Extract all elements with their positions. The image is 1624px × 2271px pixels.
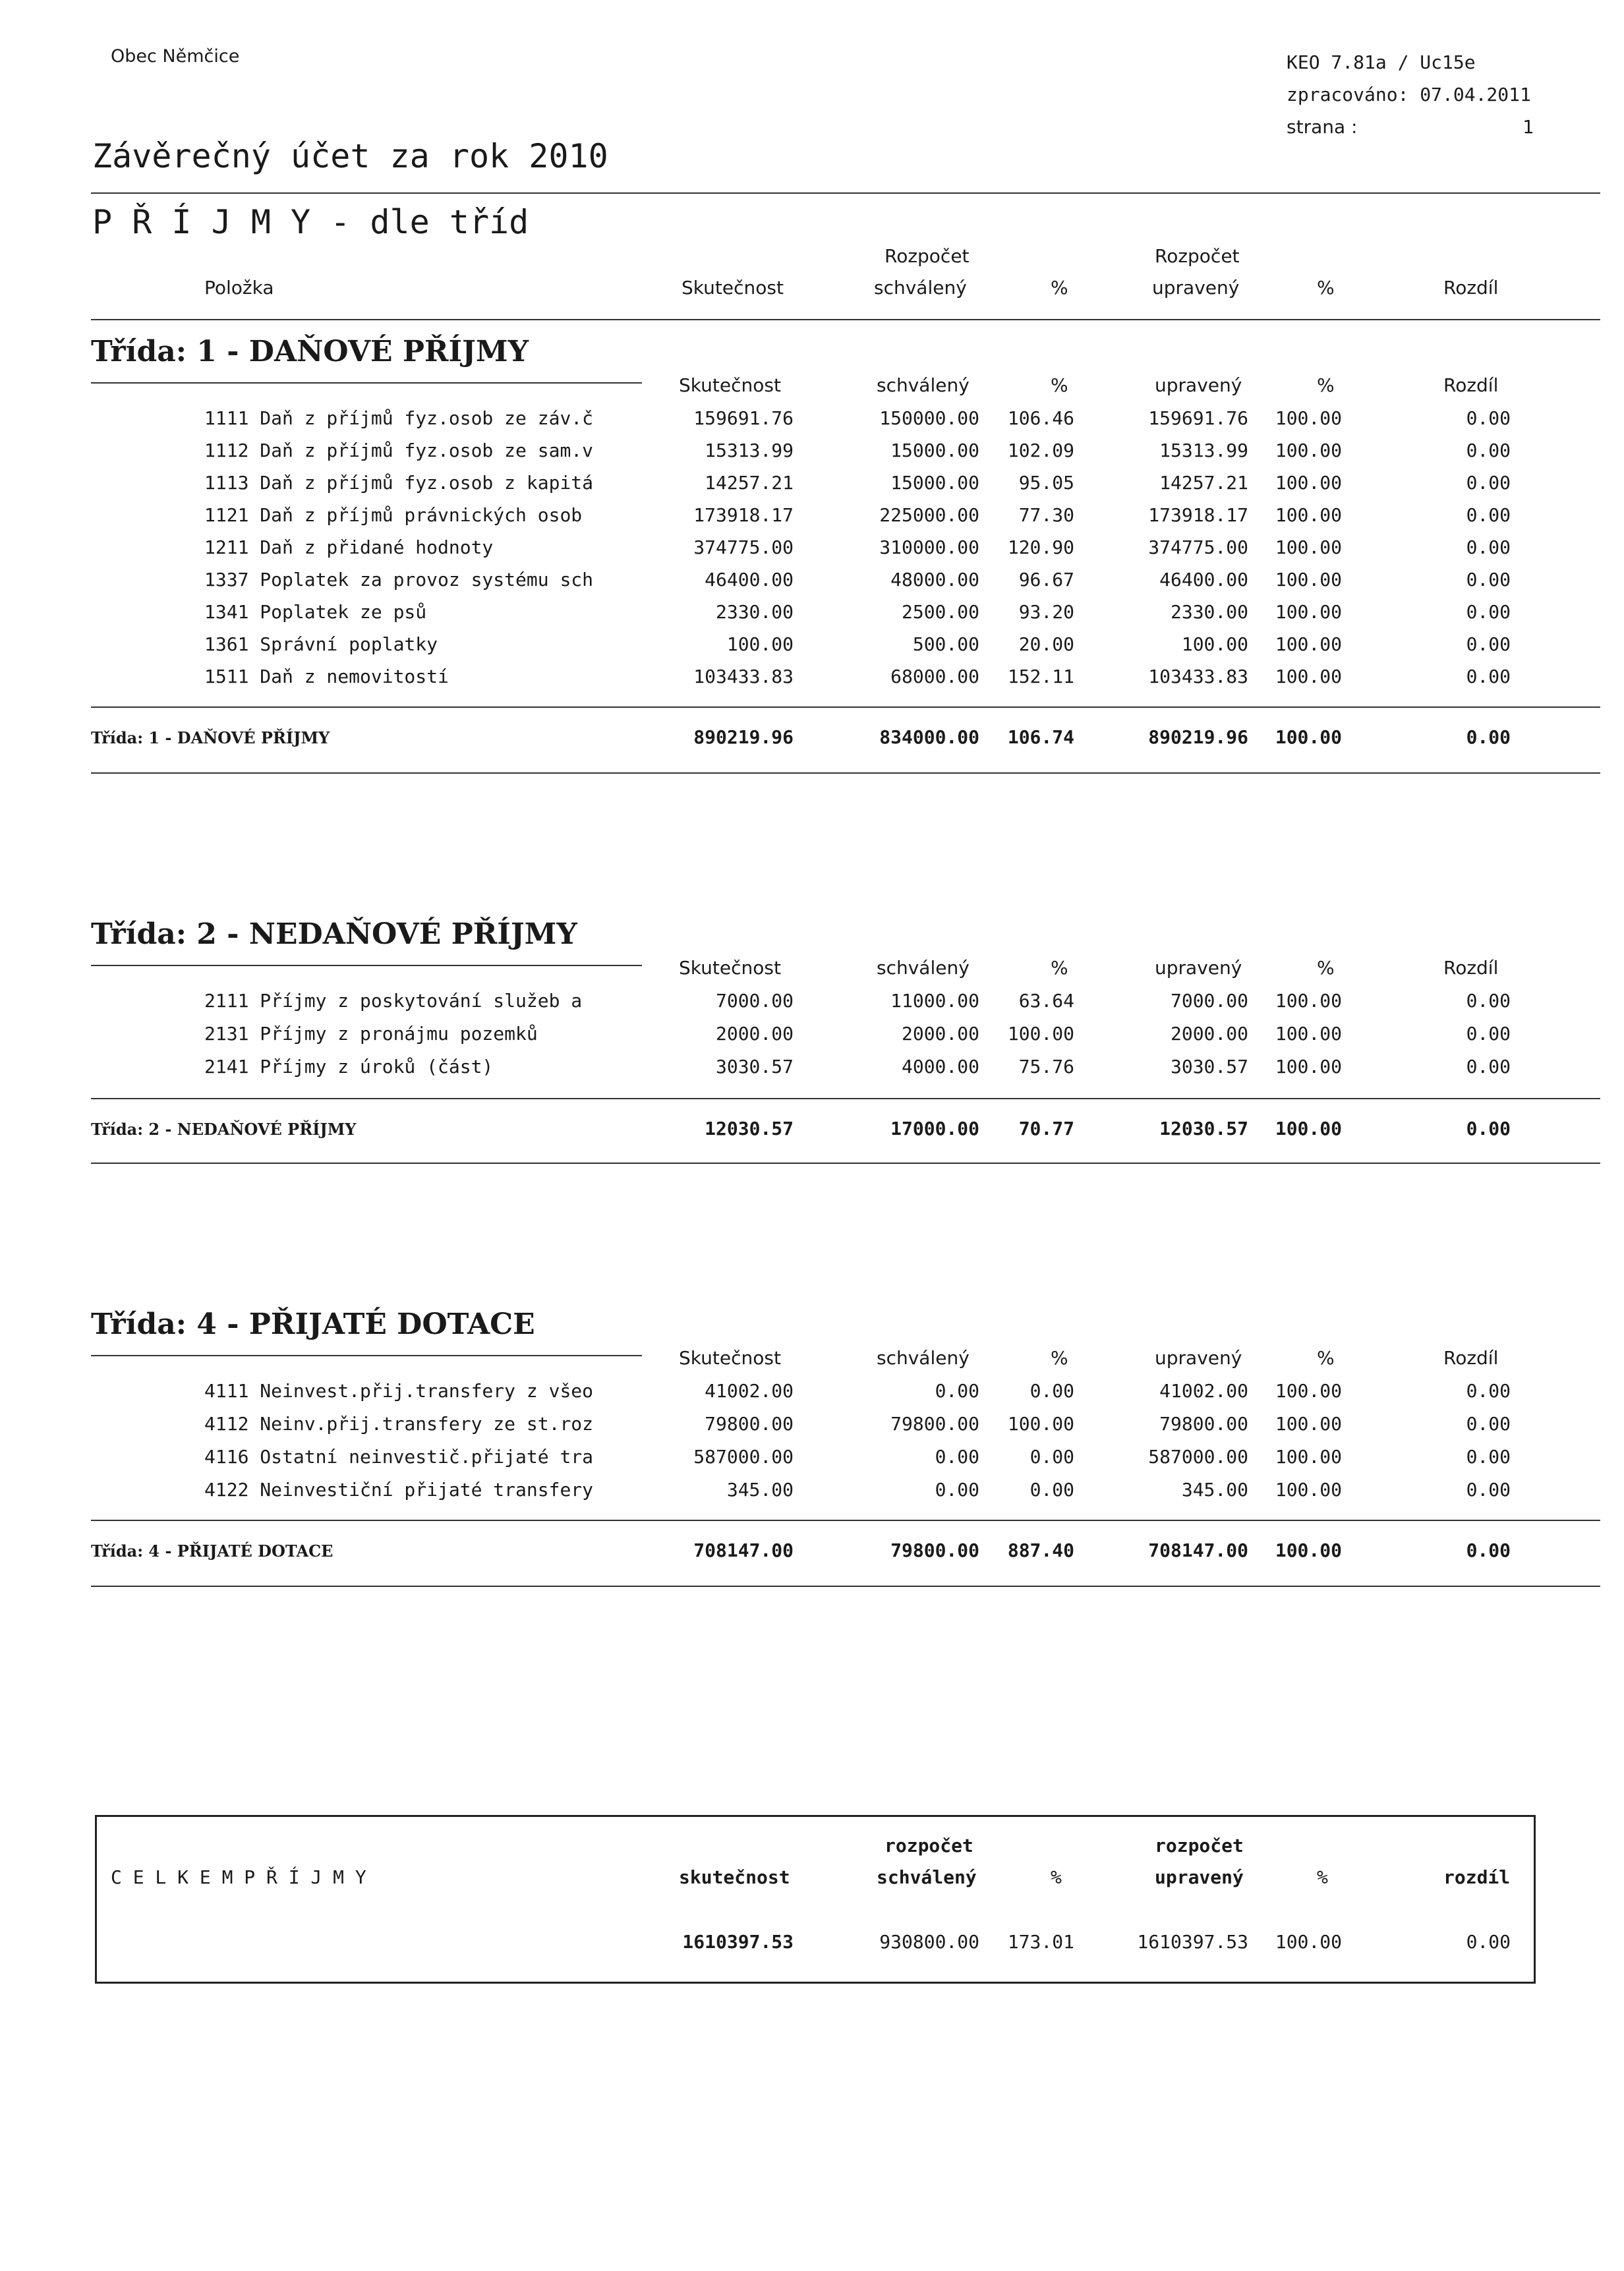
cell-pct2: 100.00 [1275, 666, 1342, 687]
total-pct: 173.01 [1007, 1931, 1074, 1953]
cell-actual: 46400.00 [705, 569, 794, 590]
col-pct: % [1051, 1347, 1068, 1369]
cell-adjusted: 41002.00 [1159, 1380, 1248, 1402]
total-header-row [0, 1866, 1624, 1893]
cell-actual: 587000.00 [693, 1446, 794, 1468]
table-row [0, 440, 1624, 466]
total-approved-header: schválený [877, 1866, 977, 1888]
divider [91, 1098, 1600, 1099]
cell-item: 2141 Příjmy z úroků (část) [204, 1056, 494, 1078]
summary-pct: 70.77 [1018, 1118, 1074, 1139]
cell-item: 2111 Příjmy z poskytování služeb a [204, 990, 583, 1012]
col-budget-top: Rozpočet [884, 245, 970, 267]
cell-pct: 93.20 [1018, 601, 1074, 623]
summary-approved: 17000.00 [890, 1118, 979, 1139]
col-adjusted: upravený [1155, 374, 1242, 396]
cell-adjusted: 2000.00 [1170, 1023, 1248, 1045]
summary-pct2: 100.00 [1275, 1539, 1342, 1561]
col-adjusted-top: Rozpočet [1155, 245, 1240, 267]
section-2-summary [0, 1118, 1624, 1144]
cell-diff: 0.00 [1466, 504, 1511, 526]
table-row [0, 504, 1624, 531]
col-actual: Skutečnost [679, 1347, 781, 1369]
col-actual: Skutečnost [679, 957, 781, 979]
col-diff: Rozdíl [1443, 1347, 1499, 1369]
cell-actual: 173918.17 [693, 504, 794, 526]
table-row [0, 1479, 1624, 1505]
divider [91, 706, 1600, 708]
cell-diff: 0.00 [1466, 666, 1511, 687]
summary-approved: 79800.00 [890, 1539, 979, 1561]
cell-pct: 95.05 [1018, 472, 1074, 494]
section-title: Třída: 4 - PŘIJATÉ DOTACE [91, 1308, 535, 1341]
cell-item: 4122 Neinvestiční přijaté transfery [204, 1479, 594, 1501]
cell-diff: 0.00 [1466, 472, 1511, 494]
divider [91, 192, 1600, 194]
cell-approved: 2000.00 [901, 1023, 979, 1045]
cell-diff: 0.00 [1466, 440, 1511, 461]
col-pct2: % [1317, 374, 1335, 396]
col-pct: % [1051, 374, 1068, 396]
cell-item: 1361 Správní poplatky [204, 633, 438, 655]
section-column-header [0, 374, 1624, 401]
cell-actual: 41002.00 [705, 1380, 794, 1402]
cell-actual: 79800.00 [705, 1413, 794, 1435]
report-title: Závěrečný účet za rok 2010 [92, 137, 608, 175]
cell-diff: 0.00 [1466, 1446, 1511, 1468]
cell-pct2: 100.00 [1275, 407, 1342, 429]
cell-pct: 106.46 [1007, 407, 1074, 429]
total-approved: 930800.00 [879, 1931, 979, 1953]
summary-approved: 834000.00 [879, 726, 979, 748]
cell-pct2: 100.00 [1275, 504, 1342, 526]
table-row [0, 1413, 1624, 1439]
cell-pct: 0.00 [1030, 1479, 1074, 1501]
col-actual: Skutečnost [679, 374, 781, 396]
cell-pct: 96.67 [1018, 569, 1074, 590]
total-actual-header: skutečnost [679, 1866, 790, 1888]
col-pct: % [1051, 957, 1068, 979]
summary-pct: 106.74 [1007, 726, 1074, 748]
table-row [0, 601, 1624, 627]
cell-pct: 0.00 [1030, 1380, 1074, 1402]
col-approved: schválený [877, 374, 970, 396]
col-diff: Rozdíl [1443, 957, 1499, 979]
cell-pct2: 100.00 [1275, 990, 1342, 1012]
cell-pct: 75.76 [1018, 1056, 1074, 1078]
table-row [0, 536, 1624, 563]
cell-approved: 4000.00 [901, 1056, 979, 1078]
cell-item: 4116 Ostatní neinvestič.přijaté tra [204, 1446, 594, 1468]
cell-item: 2131 Příjmy z pronájmu pozemků [204, 1023, 538, 1045]
cell-pct2: 100.00 [1275, 1479, 1342, 1501]
cell-adjusted: 7000.00 [1170, 990, 1248, 1012]
cell-adjusted: 173918.17 [1148, 504, 1248, 526]
cell-diff: 0.00 [1466, 536, 1511, 558]
section-1-summary [0, 726, 1624, 753]
cell-item: 1121 Daň z příjmů právnických osob [204, 504, 583, 526]
cell-approved: 150000.00 [879, 407, 979, 429]
cell-pct: 20.00 [1018, 633, 1074, 655]
report-subtitle: P Ř Í J M Y - dle tříd [92, 203, 529, 241]
cell-adjusted: 14257.21 [1159, 472, 1248, 494]
total-label: C E L K E M P Ř Í J M Y [111, 1866, 366, 1888]
divider [91, 1586, 1600, 1587]
cell-pct2: 100.00 [1275, 1380, 1342, 1402]
total-values-row [0, 1931, 1624, 1957]
divider [91, 1163, 1600, 1164]
cell-pct2: 100.00 [1275, 569, 1342, 590]
cell-pct2: 100.00 [1275, 1023, 1342, 1045]
total-adjusted: 1610397.53 [1137, 1931, 1248, 1953]
cell-adjusted: 587000.00 [1148, 1446, 1248, 1468]
cell-pct: 63.64 [1018, 990, 1074, 1012]
col-approved: schválený [877, 957, 970, 979]
summary-adjusted: 708147.00 [1148, 1539, 1248, 1561]
summary-actual: 708147.00 [693, 1539, 794, 1561]
col-pct2: % [1317, 277, 1335, 299]
table-row [0, 633, 1624, 660]
cell-item: 1112 Daň z příjmů fyz.osob ze sam.v [204, 440, 594, 461]
cell-approved: 0.00 [935, 1446, 979, 1468]
total-pct2-header: % [1317, 1866, 1328, 1888]
cell-item: 1111 Daň z příjmů fyz.osob ze záv.č [204, 407, 594, 429]
cell-diff: 0.00 [1466, 1023, 1511, 1045]
col-approved: schválený [877, 1347, 970, 1369]
cell-pct: 77.30 [1018, 504, 1074, 526]
cell-adjusted: 46400.00 [1159, 569, 1248, 590]
summary-adjusted: 890219.96 [1148, 726, 1248, 748]
total-budget-top: rozpočet [884, 1835, 973, 1856]
divider [91, 319, 1600, 320]
cell-pct2: 100.00 [1275, 472, 1342, 494]
divider [91, 772, 1600, 774]
cell-pct: 152.11 [1007, 666, 1074, 687]
summary-diff: 0.00 [1466, 1118, 1511, 1139]
cell-adjusted: 100.00 [1181, 633, 1248, 655]
col-adjusted: upravený [1155, 957, 1242, 979]
col-pct2: % [1317, 957, 1335, 979]
cell-actual: 103433.83 [693, 666, 794, 687]
municipality-name: Obec Němčice [111, 46, 240, 67]
table-row [0, 990, 1624, 1016]
total-adjusted-header: upravený [1155, 1866, 1244, 1888]
summary-actual: 12030.57 [705, 1118, 794, 1139]
section-column-header [0, 957, 1624, 983]
table-row [0, 1056, 1624, 1082]
cell-approved: 11000.00 [890, 990, 979, 1012]
summary-label: Třída: 4 - PŘIJATÉ DOTACE [91, 1541, 334, 1561]
summary-diff: 0.00 [1466, 726, 1511, 748]
cell-pct: 120.90 [1007, 536, 1074, 558]
cell-approved: 0.00 [935, 1380, 979, 1402]
summary-pct: 887.40 [1007, 1539, 1074, 1561]
cell-diff: 0.00 [1466, 1479, 1511, 1501]
cell-actual: 2330.00 [715, 601, 794, 623]
cell-item: 1211 Daň z přidané hodnoty [204, 536, 494, 558]
cell-approved: 225000.00 [879, 504, 979, 526]
cell-approved: 500.00 [912, 633, 979, 655]
cell-pct: 0.00 [1030, 1446, 1074, 1468]
cell-actual: 7000.00 [715, 990, 794, 1012]
summary-label: Třída: 2 - NEDAŇOVÉ PŘÍJMY [91, 1120, 357, 1139]
cell-adjusted: 2330.00 [1170, 601, 1248, 623]
cell-approved: 2500.00 [901, 601, 979, 623]
table-row [0, 1380, 1624, 1406]
divider [91, 1520, 1600, 1521]
cell-adjusted: 374775.00 [1148, 536, 1248, 558]
cell-pct: 102.09 [1007, 440, 1074, 461]
cell-diff: 0.00 [1466, 407, 1511, 429]
cell-adjusted: 15313.99 [1159, 440, 1248, 461]
col-pct2: % [1317, 1347, 1335, 1369]
table-row [0, 569, 1624, 595]
col-diff: Rozdíl [1443, 277, 1499, 299]
section-title: Třída: 1 - DAŇOVÉ PŘÍJMY [91, 335, 529, 368]
summary-pct2: 100.00 [1275, 726, 1342, 748]
total-diff-header: rozdíl [1443, 1866, 1511, 1888]
cell-diff: 0.00 [1466, 601, 1511, 623]
section-4-summary [0, 1539, 1624, 1566]
cell-diff: 0.00 [1466, 990, 1511, 1012]
cell-pct: 100.00 [1007, 1413, 1074, 1435]
total-adjusted-top: rozpočet [1155, 1835, 1244, 1856]
cell-pct2: 100.00 [1275, 601, 1342, 623]
cell-diff: 0.00 [1466, 633, 1511, 655]
cell-pct2: 100.00 [1275, 1056, 1342, 1078]
total-box [95, 1815, 1536, 1984]
col-pct: % [1051, 277, 1068, 299]
cell-adjusted: 3030.57 [1170, 1056, 1248, 1078]
total-pct2: 100.00 [1275, 1931, 1342, 1953]
table-row [0, 1023, 1624, 1049]
cell-actual: 100.00 [726, 633, 794, 655]
cell-adjusted: 103433.83 [1148, 666, 1248, 687]
col-diff: Rozdíl [1443, 374, 1499, 396]
cell-adjusted: 159691.76 [1148, 407, 1248, 429]
program-code: KEO 7.81a / Uc15e [1287, 51, 1476, 73]
cell-actual: 15313.99 [705, 440, 794, 461]
section-title: Třída: 2 - NEDAŇOVÉ PŘÍJMY [91, 917, 577, 951]
total-diff: 0.00 [1466, 1931, 1511, 1953]
cell-pct2: 100.00 [1275, 1413, 1342, 1435]
cell-item: 1511 Daň z nemovitostí [204, 666, 449, 687]
summary-pct2: 100.00 [1275, 1118, 1342, 1139]
cell-diff: 0.00 [1466, 1056, 1511, 1078]
total-actual: 1610397.53 [682, 1931, 794, 1953]
cell-actual: 2000.00 [715, 1023, 794, 1045]
table-row [0, 407, 1624, 434]
cell-approved: 15000.00 [890, 440, 979, 461]
processed-date: zpracováno: 07.04.2011 [1287, 84, 1531, 105]
cell-actual: 345.00 [726, 1479, 794, 1501]
cell-item: 1337 Poplatek za provoz systému sch [204, 569, 594, 590]
cell-diff: 0.00 [1466, 569, 1511, 590]
cell-actual: 3030.57 [715, 1056, 794, 1078]
cell-adjusted: 79800.00 [1159, 1413, 1248, 1435]
cell-pct2: 100.00 [1275, 633, 1342, 655]
cell-pct2: 100.00 [1275, 1446, 1342, 1468]
cell-item: 1341 Poplatek ze psů [204, 601, 427, 623]
table-row [0, 666, 1624, 692]
page-label: strana : [1287, 116, 1358, 138]
cell-actual: 14257.21 [705, 472, 794, 494]
cell-approved: 15000.00 [890, 472, 979, 494]
cell-approved: 79800.00 [890, 1413, 979, 1435]
table-row [0, 1446, 1624, 1472]
cell-approved: 68000.00 [890, 666, 979, 687]
cell-adjusted: 345.00 [1181, 1479, 1248, 1501]
cell-actual: 374775.00 [693, 536, 794, 558]
cell-item: 4111 Neinvest.přij.transfery z všeo [204, 1380, 594, 1402]
table-row [0, 472, 1624, 498]
cell-pct2: 100.00 [1275, 440, 1342, 461]
cell-pct2: 100.00 [1275, 536, 1342, 558]
summary-adjusted: 12030.57 [1159, 1118, 1248, 1139]
cell-pct: 100.00 [1007, 1023, 1074, 1045]
col-approved: schválený [874, 277, 967, 299]
cell-item: 4112 Neinv.přij.transfery ze st.roz [204, 1413, 594, 1435]
cell-approved: 48000.00 [890, 569, 979, 590]
total-pct-header: % [1051, 1866, 1062, 1888]
page-number: 1 [1522, 116, 1534, 138]
cell-item: 1113 Daň z příjmů fyz.osob z kapitá [204, 472, 594, 494]
cell-actual: 159691.76 [693, 407, 794, 429]
col-adjusted: upravený [1152, 277, 1240, 299]
col-actual: Skutečnost [682, 277, 784, 299]
cell-approved: 0.00 [935, 1479, 979, 1501]
summary-diff: 0.00 [1466, 1539, 1511, 1561]
summary-label: Třída: 1 - DAŇOVÉ PŘÍJMY [91, 728, 330, 747]
summary-actual: 890219.96 [693, 726, 794, 748]
cell-approved: 310000.00 [879, 536, 979, 558]
col-adjusted: upravený [1155, 1347, 1242, 1369]
col-item: Položka [204, 277, 274, 299]
cell-diff: 0.00 [1466, 1380, 1511, 1402]
cell-diff: 0.00 [1466, 1413, 1511, 1435]
section-column-header [0, 1347, 1624, 1373]
